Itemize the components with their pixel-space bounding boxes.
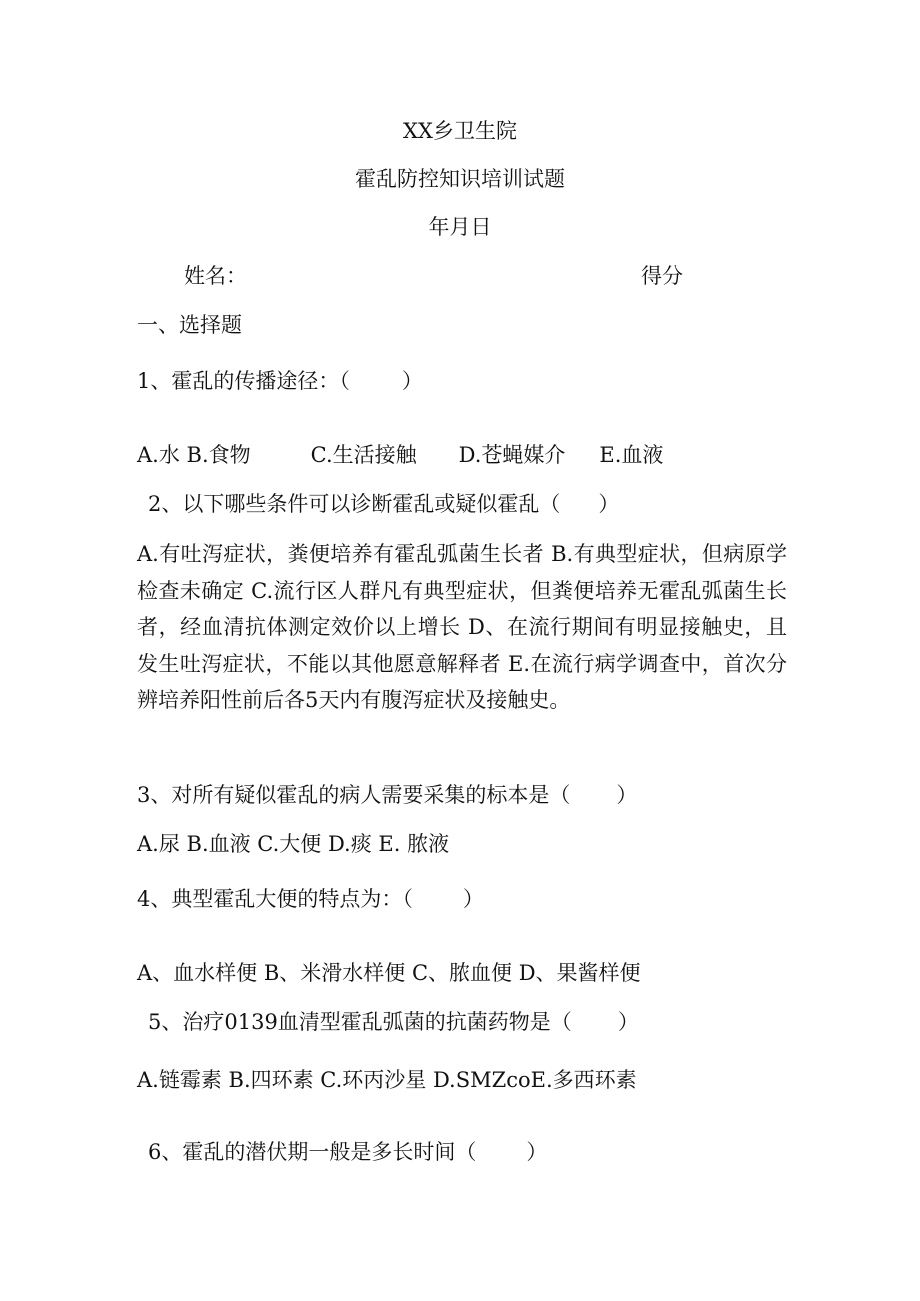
question-1-close: ） — [401, 369, 423, 393]
question-4-stem — [137, 884, 484, 914]
question-2-stem — [148, 489, 619, 519]
question-5-close: ） — [617, 1010, 639, 1034]
question-1-options — [137, 440, 663, 470]
question-6-text: 6、霍乱的潜伏期一般是多长时间（ — [148, 1140, 477, 1164]
question-3-stem — [137, 780, 637, 810]
question-5-text: 5、治疗0139血清型霍乱弧菌的抗菌药物是（ — [148, 1010, 572, 1034]
question-4-options: A、血水样便 B、米滑水样便 C、脓血便 D、果酱样便 — [137, 961, 641, 985]
question-2-close: ） — [598, 492, 620, 516]
organization-title: XX乡卫生院 — [403, 119, 517, 143]
option-a-b: A.水 B.食物 — [137, 443, 251, 467]
question-1-stem — [137, 366, 423, 396]
option-d: D.苍蝇媒介 — [458, 443, 566, 467]
option-e: E.血液 — [599, 443, 664, 467]
score-label: 得分 — [641, 264, 683, 288]
question-1-text: 1、霍乱的传播途径：（ — [137, 369, 350, 393]
question-6-stem — [148, 1137, 547, 1167]
section-title: 一、选择题 — [137, 313, 242, 337]
question-3-text: 3、对所有疑似霍乱的病人需要采集的标本是（ — [137, 783, 571, 807]
question-2-text: 2、以下哪些条件可以诊断霍乱或疑似霍乱（ — [148, 492, 561, 516]
name-label: 姓名： — [184, 264, 247, 288]
option-c: C.生活接触 — [310, 443, 417, 467]
question-4-text: 4、典型霍乱大便的特点为：（ — [137, 887, 413, 911]
question-6-close: ） — [526, 1140, 548, 1164]
question-3-options: A.尿 B.血液 C.大便 D.痰 E. 脓液 — [137, 832, 450, 856]
question-4-close: ） — [462, 887, 484, 911]
question-5-options: A.链霉素 B.四环素 C.环丙沙星 D.SMZcoE.多西环素 — [137, 1068, 637, 1092]
exam-title: 霍乱防控知识培训试题 — [355, 167, 565, 191]
exam-date: 年月日 — [428, 215, 492, 239]
question-5-stem — [148, 1007, 639, 1037]
question-3-close: ） — [616, 783, 638, 807]
question-2-options: A.有吐泻症状，粪便培养有霍乱弧菌生长者 B.有典型症状，但病原学检查未确定 C.流行区人群凡有典型症状，但粪便培养无霍乱弧菌生长者，经血清抗体测定效价以上增长 D、在流行期间有明显接触史，且发生吐泻症状，不能以其他愿意解释者 E.在流行病学调查中，首次分辨培养阳性前后各5天内有腹泻症状及接触史。 — [137, 542, 787, 713]
